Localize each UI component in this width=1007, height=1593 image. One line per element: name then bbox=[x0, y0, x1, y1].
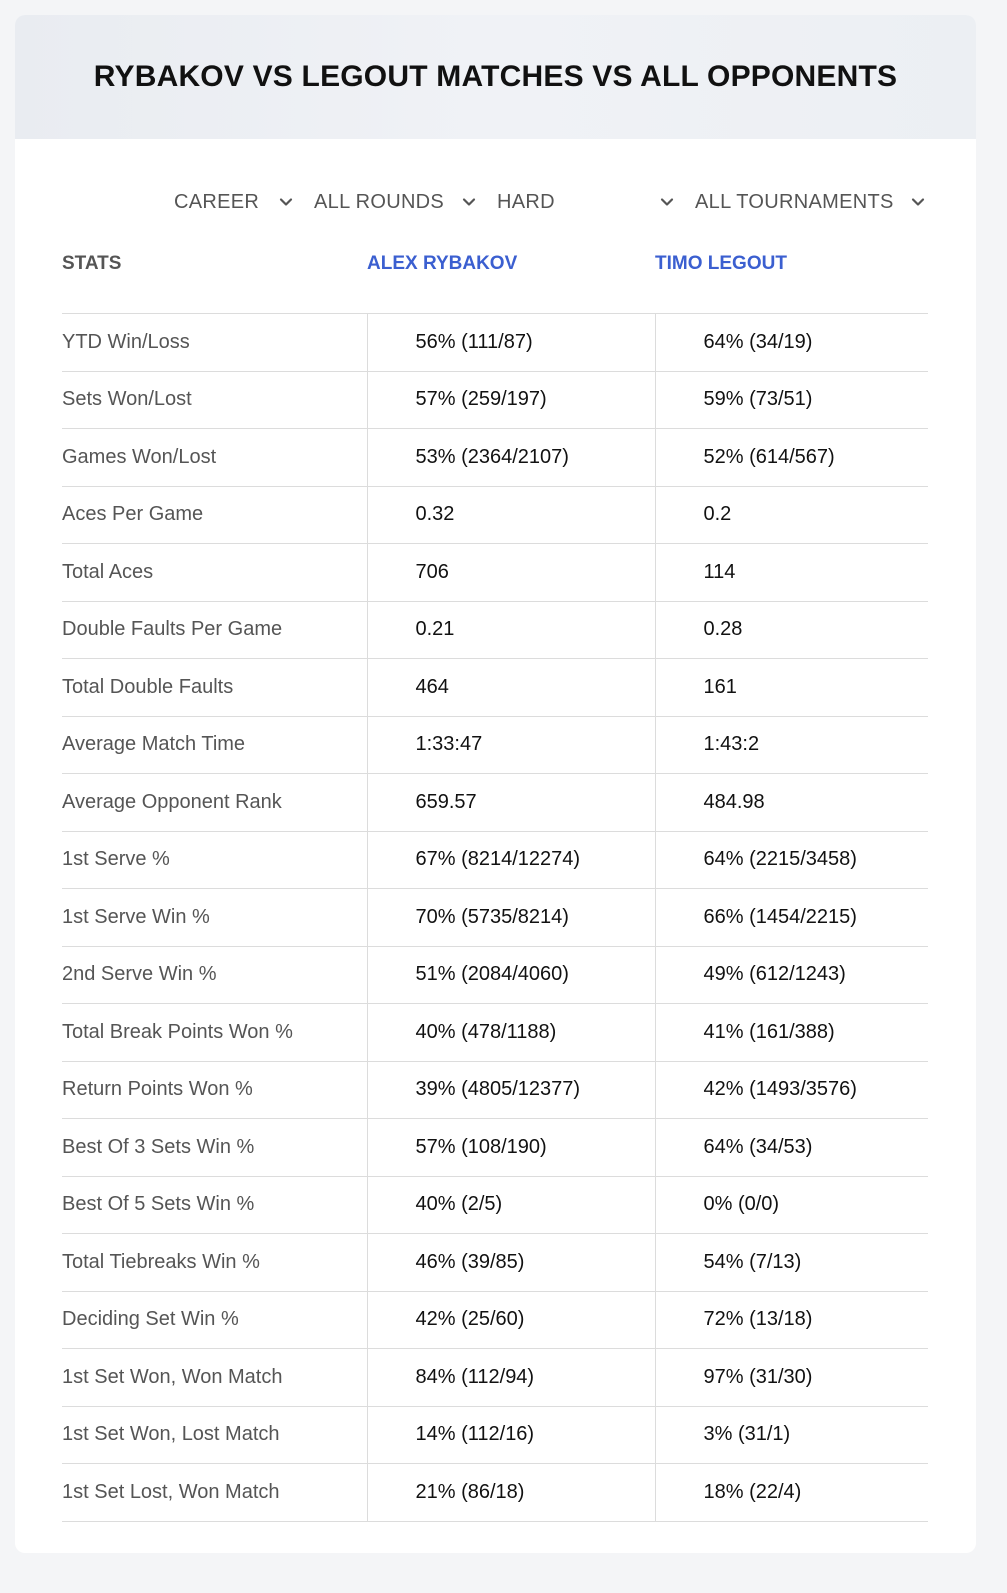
player2-value-cell: 59% (73/51) bbox=[655, 371, 928, 429]
stat-name-cell: Best Of 3 Sets Win % bbox=[62, 1119, 367, 1177]
player2-value-cell: 42% (1493/3576) bbox=[655, 1061, 928, 1119]
stat-name-cell: 1st Set Won, Lost Match bbox=[62, 1406, 367, 1464]
stats-column-header: STATS bbox=[62, 247, 367, 314]
player1-value-cell: 67% (8214/12274) bbox=[367, 831, 655, 889]
player2-value-cell: 3% (31/1) bbox=[655, 1406, 928, 1464]
stat-name-cell: Games Won/Lost bbox=[62, 429, 367, 487]
filter-bar bbox=[15, 185, 976, 219]
player1-value-cell: 464 bbox=[367, 659, 655, 717]
player1-value-cell: 0.32 bbox=[367, 486, 655, 544]
table-row bbox=[62, 659, 928, 717]
player2-value-cell: 1:43:2 bbox=[655, 716, 928, 774]
player2-value-cell: 64% (2215/3458) bbox=[655, 831, 928, 889]
player1-value-cell: 14% (112/16) bbox=[367, 1406, 655, 1464]
surface-filter-dropdown[interactable] bbox=[497, 185, 675, 219]
player1-value-cell: 21% (86/18) bbox=[367, 1464, 655, 1522]
table-header-row bbox=[62, 247, 928, 314]
stat-name-cell: Total Aces bbox=[62, 544, 367, 602]
stat-name-cell: 1st Serve Win % bbox=[62, 889, 367, 947]
player2-value-cell: 0.28 bbox=[655, 601, 928, 659]
stat-name-cell: Sets Won/Lost bbox=[62, 371, 367, 429]
table-row bbox=[62, 1061, 928, 1119]
player2-value-cell: 64% (34/19) bbox=[655, 314, 928, 372]
stats-table bbox=[62, 247, 928, 1522]
table-row bbox=[62, 429, 928, 487]
player2-value-cell: 0% (0/0) bbox=[655, 1176, 928, 1234]
player1-value-cell: 57% (108/190) bbox=[367, 1119, 655, 1177]
stat-name-cell: Best Of 5 Sets Win % bbox=[62, 1176, 367, 1234]
tournaments-filter-dropdown[interactable] bbox=[695, 185, 926, 219]
player1-value-cell: 57% (259/197) bbox=[367, 371, 655, 429]
rounds-filter-dropdown[interactable] bbox=[314, 185, 477, 219]
player1-value-cell: 46% (39/85) bbox=[367, 1234, 655, 1292]
career-filter-dropdown[interactable] bbox=[174, 185, 294, 219]
stat-name-cell: 1st Set Won, Won Match bbox=[62, 1349, 367, 1407]
filter-label: ALL TOURNAMENTS bbox=[695, 190, 894, 213]
player2-value-cell: 64% (34/53) bbox=[655, 1119, 928, 1177]
player1-value-cell: 42% (25/60) bbox=[367, 1291, 655, 1349]
table-row bbox=[62, 1464, 928, 1522]
table-row bbox=[62, 774, 928, 832]
player1-value-cell: 1:33:47 bbox=[367, 716, 655, 774]
table-row bbox=[62, 371, 928, 429]
filter-label: ALL ROUNDS bbox=[314, 190, 445, 213]
stat-name-cell: Average Match Time bbox=[62, 716, 367, 774]
player2-value-cell: 41% (161/388) bbox=[655, 1004, 928, 1062]
table-row bbox=[62, 601, 928, 659]
page-title: RYBAKOV VS LEGOUT MATCHES VS ALL OPPONENTS bbox=[93, 60, 898, 93]
stat-name-cell: Total Double Faults bbox=[62, 659, 367, 717]
player1-column-header[interactable]: ALEX RYBAKOV bbox=[367, 247, 655, 314]
chevron-down-icon bbox=[659, 194, 675, 210]
table-row bbox=[62, 1119, 928, 1177]
stat-name-cell: Double Faults Per Game bbox=[62, 601, 367, 659]
chevron-down-icon bbox=[910, 194, 926, 210]
stats-table-body bbox=[62, 314, 928, 1522]
table-row bbox=[62, 831, 928, 889]
stat-name-cell: 2nd Serve Win % bbox=[62, 946, 367, 1004]
chevron-down-icon bbox=[278, 194, 294, 210]
stat-name-cell: Total Break Points Won % bbox=[62, 1004, 367, 1062]
table-row bbox=[62, 314, 928, 372]
filter-label: HARD bbox=[497, 190, 555, 213]
table-row bbox=[62, 1234, 928, 1292]
player2-value-cell: 484.98 bbox=[655, 774, 928, 832]
player1-value-cell: 40% (478/1188) bbox=[367, 1004, 655, 1062]
table-row bbox=[62, 486, 928, 544]
player2-value-cell: 97% (31/30) bbox=[655, 1349, 928, 1407]
player2-value-cell: 0.2 bbox=[655, 486, 928, 544]
player2-value-cell: 54% (7/13) bbox=[655, 1234, 928, 1292]
player1-value-cell: 706 bbox=[367, 544, 655, 602]
table-row bbox=[62, 889, 928, 947]
player1-value-cell: 51% (2084/4060) bbox=[367, 946, 655, 1004]
table-row bbox=[62, 544, 928, 602]
filter-label: CAREER bbox=[174, 190, 260, 213]
stat-name-cell: Aces Per Game bbox=[62, 486, 367, 544]
stat-name-cell: YTD Win/Loss bbox=[62, 314, 367, 372]
table-row bbox=[62, 1176, 928, 1234]
player2-value-cell: 52% (614/567) bbox=[655, 429, 928, 487]
player2-column-header[interactable]: TIMO LEGOUT bbox=[655, 247, 928, 314]
player2-value-cell: 114 bbox=[655, 544, 928, 602]
stat-name-cell: Average Opponent Rank bbox=[62, 774, 367, 832]
chevron-down-icon bbox=[461, 194, 477, 210]
stat-name-cell: 1st Set Lost, Won Match bbox=[62, 1464, 367, 1522]
player1-value-cell: 39% (4805/12377) bbox=[367, 1061, 655, 1119]
table-row bbox=[62, 1291, 928, 1349]
player1-value-cell: 659.57 bbox=[367, 774, 655, 832]
stat-name-cell: Total Tiebreaks Win % bbox=[62, 1234, 367, 1292]
table-row bbox=[62, 1349, 928, 1407]
table-row bbox=[62, 716, 928, 774]
stat-name-cell: 1st Serve % bbox=[62, 831, 367, 889]
stat-name-cell: Return Points Won % bbox=[62, 1061, 367, 1119]
player2-value-cell: 66% (1454/2215) bbox=[655, 889, 928, 947]
player1-value-cell: 84% (112/94) bbox=[367, 1349, 655, 1407]
table-row bbox=[62, 946, 928, 1004]
player1-value-cell: 70% (5735/8214) bbox=[367, 889, 655, 947]
player1-value-cell: 40% (2/5) bbox=[367, 1176, 655, 1234]
player2-value-cell: 18% (22/4) bbox=[655, 1464, 928, 1522]
player1-value-cell: 0.21 bbox=[367, 601, 655, 659]
table-row bbox=[62, 1406, 928, 1464]
stat-name-cell: Deciding Set Win % bbox=[62, 1291, 367, 1349]
player2-value-cell: 161 bbox=[655, 659, 928, 717]
player1-value-cell: 53% (2364/2107) bbox=[367, 429, 655, 487]
player2-value-cell: 72% (13/18) bbox=[655, 1291, 928, 1349]
player2-value-cell: 49% (612/1243) bbox=[655, 946, 928, 1004]
card-header bbox=[15, 15, 976, 139]
player1-value-cell: 56% (111/87) bbox=[367, 314, 655, 372]
table-row bbox=[62, 1004, 928, 1062]
stats-card bbox=[15, 15, 976, 1553]
